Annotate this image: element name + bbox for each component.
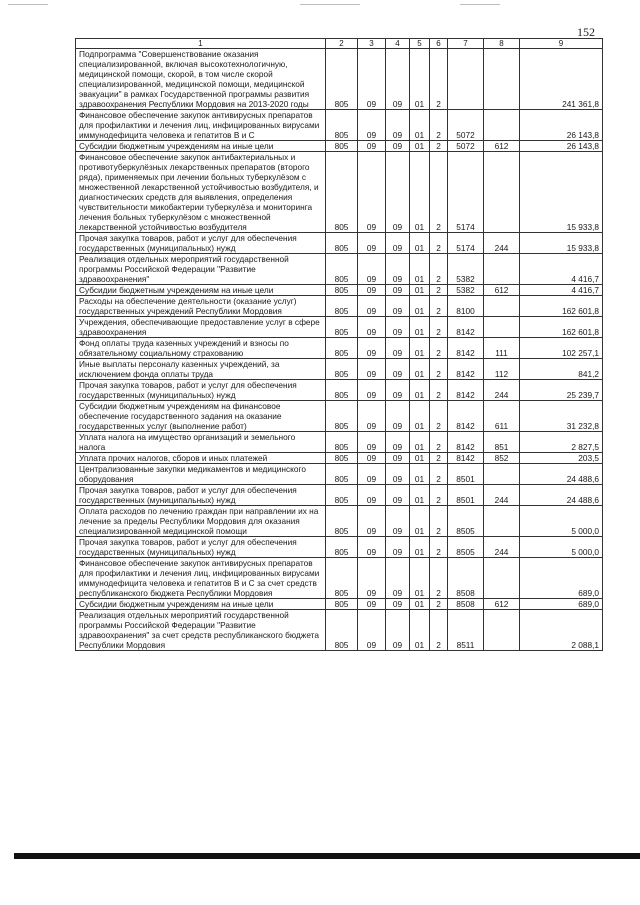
code-program: 01 [410, 485, 430, 506]
code-program: 01 [410, 537, 430, 558]
code-subsection: 09 [386, 464, 410, 485]
code-ministry: 805 [326, 296, 358, 317]
code-subprogram: 2 [430, 285, 448, 296]
code-subsection: 09 [386, 558, 410, 599]
code-program: 01 [410, 558, 430, 599]
code-expense-type: 852 [484, 453, 520, 464]
code-program: 01 [410, 432, 430, 453]
code-expense-type [484, 558, 520, 599]
code-section: 09 [358, 152, 386, 233]
code-subsection: 09 [386, 485, 410, 506]
code-program: 01 [410, 285, 430, 296]
code-ministry: 805 [326, 506, 358, 537]
code-section: 09 [358, 401, 386, 432]
code-section: 09 [358, 254, 386, 285]
code-subsection: 09 [386, 359, 410, 380]
code-ministry: 805 [326, 49, 358, 110]
code-direction: 8505 [448, 506, 484, 537]
table-row [76, 254, 603, 285]
table-row [76, 485, 603, 506]
code-program: 01 [410, 453, 430, 464]
header-cell: 9 [520, 39, 603, 49]
code-expense-type [484, 464, 520, 485]
code-subsection: 09 [386, 233, 410, 254]
code-subsection: 09 [386, 152, 410, 233]
code-expense-type: 612 [484, 141, 520, 152]
code-direction: 8100 [448, 296, 484, 317]
code-subprogram: 2 [430, 610, 448, 651]
row-description: Финансовое обеспечение закупок антивирусных препаратов для профилактики и лечения лиц, инфицированных вирусами иммунодефицита человека и гепатитов В и С за счет средств республиканского бюджета Республики Мордовия [76, 558, 326, 599]
row-amount: 102 257,1 [520, 338, 603, 359]
table-row [76, 110, 603, 141]
code-program: 01 [410, 610, 430, 651]
code-ministry: 805 [326, 359, 358, 380]
code-subsection: 09 [386, 254, 410, 285]
code-subprogram: 2 [430, 599, 448, 610]
table-row [76, 537, 603, 558]
code-section: 09 [358, 285, 386, 296]
row-description: Уплата прочих налогов, сборов и иных платежей [76, 453, 326, 464]
row-description: Прочая закупка товаров, работ и услуг для обеспечения государственных (муниципальных) нужд [76, 537, 326, 558]
row-amount: 24 488,6 [520, 464, 603, 485]
header-cell: 7 [448, 39, 484, 49]
code-ministry: 805 [326, 537, 358, 558]
code-section: 09 [358, 49, 386, 110]
row-amount: 241 361,8 [520, 49, 603, 110]
code-direction: 8142 [448, 380, 484, 401]
table-row [76, 380, 603, 401]
code-direction: 8511 [448, 610, 484, 651]
row-amount: 5 000,0 [520, 506, 603, 537]
row-amount: 4 416,7 [520, 285, 603, 296]
code-program: 01 [410, 141, 430, 152]
code-expense-type: 612 [484, 285, 520, 296]
row-description: Прочая закупка товаров, работ и услуг для обеспечения государственных (муниципальных) нужд [76, 485, 326, 506]
code-subprogram: 2 [430, 453, 448, 464]
header-cell: 5 [410, 39, 430, 49]
code-subsection: 09 [386, 285, 410, 296]
code-direction: 8142 [448, 432, 484, 453]
code-direction: 8142 [448, 453, 484, 464]
code-program: 01 [410, 359, 430, 380]
code-ministry: 805 [326, 380, 358, 401]
code-expense-type [484, 610, 520, 651]
table-row [76, 432, 603, 453]
code-program: 01 [410, 110, 430, 141]
code-direction: 5072 [448, 110, 484, 141]
code-ministry: 805 [326, 464, 358, 485]
code-program: 01 [410, 380, 430, 401]
code-subsection: 09 [386, 380, 410, 401]
code-subprogram: 2 [430, 464, 448, 485]
row-amount: 2 088,1 [520, 610, 603, 651]
code-ministry: 805 [326, 453, 358, 464]
code-expense-type [484, 152, 520, 233]
code-expense-type: 244 [484, 233, 520, 254]
row-description: Расходы на обеспечение деятельности (оказание услуг) государственных учреждений Республики Мордовия [76, 296, 326, 317]
table-row [76, 233, 603, 254]
code-section: 09 [358, 338, 386, 359]
code-section: 09 [358, 506, 386, 537]
header-cell: 2 [326, 39, 358, 49]
row-amount: 4 416,7 [520, 254, 603, 285]
code-program: 01 [410, 599, 430, 610]
code-subprogram: 2 [430, 537, 448, 558]
code-program: 01 [410, 152, 430, 233]
table-row [76, 338, 603, 359]
code-expense-type: 851 [484, 432, 520, 453]
code-direction: 5382 [448, 254, 484, 285]
table-row [76, 610, 603, 651]
code-expense-type [484, 317, 520, 338]
code-subprogram: 2 [430, 401, 448, 432]
table-row [76, 296, 603, 317]
code-expense-type: 244 [484, 485, 520, 506]
code-direction: 5174 [448, 152, 484, 233]
code-section: 09 [358, 485, 386, 506]
row-description: Уплата налога на имущество организаций и земельного налога [76, 432, 326, 453]
table-row [76, 558, 603, 599]
code-ministry: 805 [326, 401, 358, 432]
code-direction: 5174 [448, 233, 484, 254]
code-subprogram: 2 [430, 49, 448, 110]
code-expense-type: 611 [484, 401, 520, 432]
header-cell: 1 [76, 39, 326, 49]
code-expense-type: 244 [484, 380, 520, 401]
code-direction: 8508 [448, 599, 484, 610]
code-subprogram: 2 [430, 141, 448, 152]
header-cell: 4 [386, 39, 410, 49]
row-amount: 24 488,6 [520, 485, 603, 506]
row-description: Реализация отдельных мероприятий государственной программы Российской Федерации "Развитие здравоохранения" [76, 254, 326, 285]
code-section: 09 [358, 537, 386, 558]
row-amount: 689,0 [520, 558, 603, 599]
code-subprogram: 2 [430, 380, 448, 401]
code-ministry: 805 [326, 141, 358, 152]
code-subprogram: 2 [430, 558, 448, 599]
table-row [76, 141, 603, 152]
header-cell: 8 [484, 39, 520, 49]
code-section: 09 [358, 610, 386, 651]
code-section: 09 [358, 558, 386, 599]
row-amount: 26 143,8 [520, 141, 603, 152]
code-subprogram: 2 [430, 359, 448, 380]
code-program: 01 [410, 254, 430, 285]
row-amount: 841,2 [520, 359, 603, 380]
table-row [76, 401, 603, 432]
code-program: 01 [410, 338, 430, 359]
code-expense-type [484, 296, 520, 317]
code-subsection: 09 [386, 296, 410, 317]
code-program: 01 [410, 233, 430, 254]
code-program: 01 [410, 401, 430, 432]
row-description: Фонд оплаты труда казенных учреждений и взносы по обязательному социальному страхованию [76, 338, 326, 359]
code-direction [448, 49, 484, 110]
code-subsection: 09 [386, 610, 410, 651]
code-subprogram: 2 [430, 110, 448, 141]
row-description: Субсидии бюджетным учреждениям на иные цели [76, 285, 326, 296]
code-subsection: 09 [386, 506, 410, 537]
budget-table [75, 38, 603, 651]
code-subprogram: 2 [430, 152, 448, 233]
row-description: Учреждения, обеспечивающие предоставление услуг в сфере здравоохранения [76, 317, 326, 338]
code-expense-type [484, 110, 520, 141]
code-section: 09 [358, 599, 386, 610]
code-program: 01 [410, 296, 430, 317]
code-direction: 8508 [448, 558, 484, 599]
code-subsection: 09 [386, 110, 410, 141]
row-amount: 26 143,8 [520, 110, 603, 141]
code-section: 09 [358, 141, 386, 152]
table-row [76, 599, 603, 610]
code-section: 09 [358, 110, 386, 141]
code-ministry: 805 [326, 254, 358, 285]
row-amount: 162 601,8 [520, 317, 603, 338]
code-subprogram: 2 [430, 254, 448, 285]
budget-table-container [75, 38, 603, 651]
row-description: Оплата расходов по лечению граждан при направлении их на лечение за пределы Республики Мордовия для оказания специализированной медицинской помощи [76, 506, 326, 537]
code-program: 01 [410, 49, 430, 110]
code-subsection: 09 [386, 401, 410, 432]
code-ministry: 805 [326, 558, 358, 599]
table-row [76, 359, 603, 380]
row-description: Субсидии бюджетным учреждениям на финансовое обеспечение государственного задания на оказание государственных услуг (выполнение работ) [76, 401, 326, 432]
code-section: 09 [358, 359, 386, 380]
code-section: 09 [358, 296, 386, 317]
row-amount: 2 827,5 [520, 432, 603, 453]
code-section: 09 [358, 380, 386, 401]
row-amount: 5 000,0 [520, 537, 603, 558]
code-direction: 8142 [448, 317, 484, 338]
row-amount: 15 933,8 [520, 233, 603, 254]
table-row [76, 464, 603, 485]
code-section: 09 [358, 317, 386, 338]
table-row [76, 49, 603, 110]
row-description: Централизованные закупки медикаментов и медицинского оборудования [76, 464, 326, 485]
code-direction: 8142 [448, 338, 484, 359]
code-subprogram: 2 [430, 485, 448, 506]
code-expense-type [484, 49, 520, 110]
code-ministry: 805 [326, 152, 358, 233]
code-subsection: 09 [386, 432, 410, 453]
code-subsection: 09 [386, 141, 410, 152]
code-ministry: 805 [326, 317, 358, 338]
code-subprogram: 2 [430, 432, 448, 453]
code-direction: 5382 [448, 285, 484, 296]
row-amount: 689,0 [520, 599, 603, 610]
code-ministry: 805 [326, 432, 358, 453]
code-subprogram: 2 [430, 506, 448, 537]
code-subsection: 09 [386, 338, 410, 359]
table-body [76, 49, 603, 651]
code-expense-type: 244 [484, 537, 520, 558]
code-ministry: 805 [326, 233, 358, 254]
table-row [76, 317, 603, 338]
code-ministry: 805 [326, 110, 358, 141]
header-cell: 3 [358, 39, 386, 49]
code-expense-type: 111 [484, 338, 520, 359]
code-subprogram: 2 [430, 233, 448, 254]
row-description: Субсидии бюджетным учреждениям на иные цели [76, 599, 326, 610]
table-header-row [76, 39, 603, 49]
code-subprogram: 2 [430, 317, 448, 338]
code-section: 09 [358, 432, 386, 453]
code-subsection: 09 [386, 537, 410, 558]
code-subprogram: 2 [430, 338, 448, 359]
code-direction: 8501 [448, 464, 484, 485]
scan-bottom-bar [14, 853, 640, 859]
row-amount: 162 601,8 [520, 296, 603, 317]
row-amount: 15 933,8 [520, 152, 603, 233]
row-description: Реализация отдельных мероприятий государственной программы Российской Федерации "Развитие здравоохранения" за счет средств республиканского бюджета Республики Мордовия [76, 610, 326, 651]
code-direction: 8501 [448, 485, 484, 506]
code-ministry: 805 [326, 338, 358, 359]
code-expense-type: 612 [484, 599, 520, 610]
code-section: 09 [358, 464, 386, 485]
code-subsection: 09 [386, 317, 410, 338]
code-expense-type: 112 [484, 359, 520, 380]
row-description: Финансовое обеспечение закупок антибактериальных и противотуберкулёзных лекарственных препаратов (второго ряда), применяемых при лечении больных туберкулёзом с множественной лекарственной устойчивостью возбудителя, и диагностических средств для выявления, определения чувствительности микобактерии туберкулёза и мониторинга лечения больных туберкулёзом с множественной лекарственной устойчивостью возбудителя [76, 152, 326, 233]
code-section: 09 [358, 453, 386, 464]
row-description: Прочая закупка товаров, работ и услуг для обеспечения государственных (муниципальных) нужд [76, 233, 326, 254]
row-amount: 25 239,7 [520, 380, 603, 401]
code-subsection: 09 [386, 453, 410, 464]
code-direction: 8142 [448, 401, 484, 432]
code-direction: 8505 [448, 537, 484, 558]
scan-artifact-top [0, 4, 640, 5]
row-amount: 203,5 [520, 453, 603, 464]
table-row [76, 453, 603, 464]
page-number: 152 [577, 25, 595, 39]
table-row [76, 506, 603, 537]
row-description: Субсидии бюджетным учреждениям на иные цели [76, 141, 326, 152]
code-ministry: 805 [326, 599, 358, 610]
code-subprogram: 2 [430, 296, 448, 317]
code-section: 09 [358, 233, 386, 254]
code-program: 01 [410, 317, 430, 338]
code-ministry: 805 [326, 485, 358, 506]
code-expense-type [484, 254, 520, 285]
row-description: Финансовое обеспечение закупок антивирусных препаратов для профилактики и лечения лиц, инфицированных вирусами иммунодефицита человека и гепатитов В и С [76, 110, 326, 141]
code-expense-type [484, 506, 520, 537]
code-subsection: 09 [386, 599, 410, 610]
code-subsection: 09 [386, 49, 410, 110]
code-direction: 5072 [448, 141, 484, 152]
code-program: 01 [410, 464, 430, 485]
code-program: 01 [410, 506, 430, 537]
header-cell: 6 [430, 39, 448, 49]
row-description: Иные выплаты персоналу казенных учреждений, за исключением фонда оплаты труда [76, 359, 326, 380]
code-direction: 8142 [448, 359, 484, 380]
table-row [76, 285, 603, 296]
row-amount: 31 232,8 [520, 401, 603, 432]
code-ministry: 805 [326, 610, 358, 651]
code-ministry: 805 [326, 285, 358, 296]
row-description: Подпрограмма "Совершенствование оказания специализированной, включая высокотехнологичную, медицинской помощи, скорой, в том числе скорой специализированной, медицинской помощи, медицинской эвакуации" в рамках Государственной программы развития здравоохранения Республики Мордовия на 2013-2020 годы [76, 49, 326, 110]
table-row [76, 152, 603, 233]
row-description: Прочая закупка товаров, работ и услуг для обеспечения государственных (муниципальных) нужд [76, 380, 326, 401]
